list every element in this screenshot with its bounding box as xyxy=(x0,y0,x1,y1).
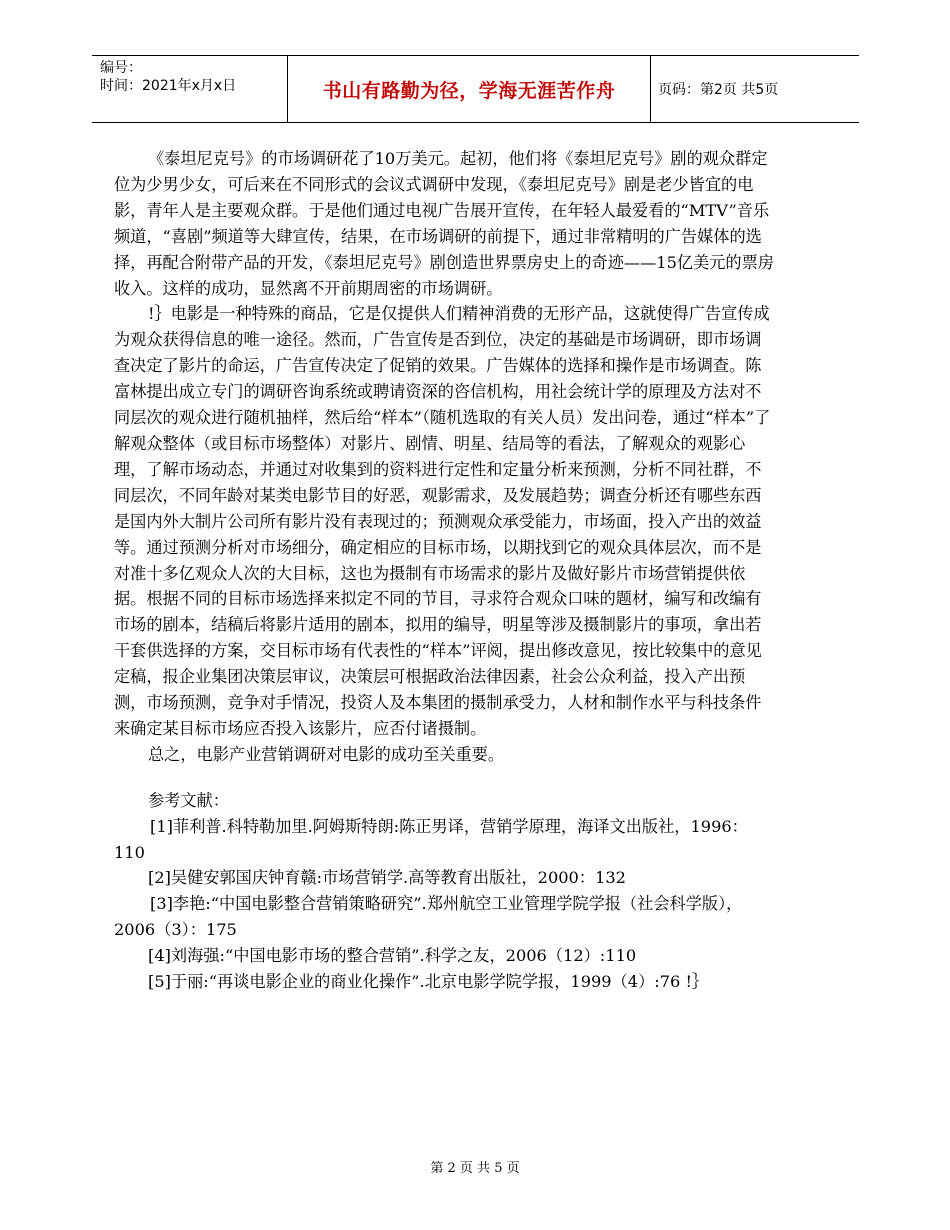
reference-item: [1]菲利普.科特勒加里.阿姆斯特朗:陈正男译，营销学原理，海译文出版社，1996：110 xyxy=(114,816,748,862)
document-body xyxy=(114,146,774,995)
page-footer: 第 2 页 共 5 页 xyxy=(430,1161,520,1176)
reference-item: [2]吴健安郭国庆钟育赣:市场营销学.高等教育出版社，2000：132 xyxy=(148,868,626,888)
header-meta xyxy=(100,59,236,95)
spacer xyxy=(114,768,774,788)
references-title: 参考文献： xyxy=(148,790,229,810)
document-number-label: 编号： xyxy=(100,60,142,76)
header-motto: 书山有路勤为径，学海无涯苦作舟 xyxy=(287,56,651,122)
reference-item: [5]于丽:“再谈电影企业的商业化操作”.北京电影学院学报，1999（4）:76 !｝ xyxy=(148,972,709,992)
paragraph-titanic-case: 《泰坦尼克号》的市场调研花了10万美元。起初，他们将《泰坦尼克号》剧的观众群定位为少男少女，可后来在不同形式的会议式调研中发现，《泰坦尼克号》剧是老少皆宜的电影，青年人是主要观众群。于是他们通过电视广告展开宣传，在年轻人最爱看的“MTV”音乐频道，“喜剧”频道等大肆宣传，结果，在市场调研的前提下，通过非常精明的广告媒体的选择，再配合附带产品的开发，《泰坦尼克号》剧创造世界票房史上的奇迹——15亿美元的票房收入。这样的成功，显然离不开前期周密的市场调研。 xyxy=(114,149,774,298)
paragraph-conclusion: 总之，电影产业营销调研对电影的成功至关重要。 xyxy=(148,744,505,764)
reference-item: [3]李艳:“中国电影整合营销策略研究”.郑州航空工业管理学院学报（社会科学版），2006（3）：175 xyxy=(114,894,743,940)
page-header xyxy=(92,55,859,123)
header-page-info: 页码：第2页 共5页 xyxy=(658,82,779,98)
paragraph-market-research: !｝电影是一种特殊的商品，它是仅提供人们精神消费的无形产品，这就使得广告宣传成为观众获得信息的唯一途径。然而，广告宣传是否到位，决定的基础是市场调研，即市场调查决定了影片的命运，广告宣传决定了促销的效果。广告媒体的选择和操作是市场调查。陈富林提出成立专门的调研咨询系统或聘请资深的咨信机构，用社会统计学的原理及方法对不同层次的观众进行随机抽样，然后给“样本”（随机选取的有关人员）发出问卷，通过“样本”了解观众整体（或目标市场整体）对影片、剧情、明星、结局等的看法，了解观众的观影心理，了解市场动态，并通过对收集到的资料进行定性和定量分析来预测，分析不同社群，不同层次，不同年龄对某类电影节目的好恶，观影需求，及发展趋势；调查分析还有哪些东西是国内外大制片公司所有影片没有表现过的；预测观众承受能力，市场面，投入产出的效益等。通过预测分析对市场细分，确定相应的目标市场，以期找到它的观众具体层次，而不是对准十多亿观众人次的大目标，这也为摄制有市场需求的影片及做好影片市场营销提供依据。根据不同的目标市场选择来拟定不同的节目，寻求符合观众口味的题材，编写和改编有市场的剧本，结稿后将影片适用的剧本，拟用的编导，明星等涉及摄制影片的事项，拿出若干套供选择的方案，交目标市场有代表性的“样本”评阅，提出修改意见，按比较集中的意见定稿，报企业集团决策层审议，决策层可根据政治法律因素，社会公众利益，投入产出预测，市场预测，竞争对手情况，投资人及本集团的摄制承受力，人材和制作水平与科技条件来确定某目标市场应否投入该影片，应否付诸摄制。 xyxy=(114,304,771,738)
document-time: 时间：2021年x月x日 xyxy=(100,78,237,94)
reference-item: [4]刘海强:“中国电影市场的整合营销”.科学之友，2006（12）:110 xyxy=(148,946,637,966)
